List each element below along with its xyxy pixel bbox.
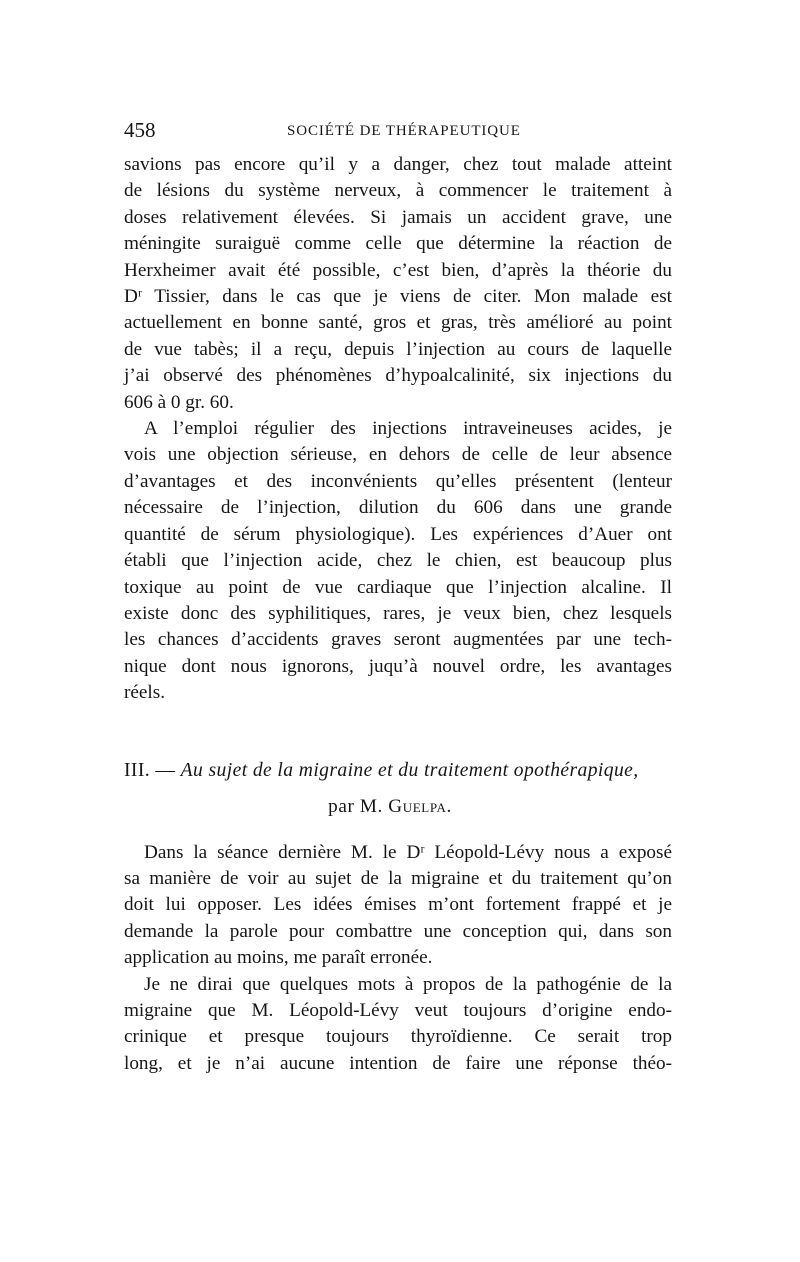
text-line: méningite suraiguë comme celle que détermine la réaction de (124, 233, 672, 255)
text-line: sa manière de voir au sujet de la migraine et du traitement qu’on (124, 867, 672, 889)
text-line: vois une objection sérieuse, en dehors de celle de leur absence (124, 444, 672, 466)
paragraph-4 (124, 972, 672, 1078)
text-line: Herxheimer avait été possible, c’est bien, d’après la théorie du (124, 259, 672, 281)
text-line: quantité de sérum physiologique). Les expériences d’Auer ont (124, 523, 672, 545)
paragraph-3 (124, 840, 672, 972)
paragraph-1 (124, 152, 672, 416)
text-line: nique dont nous ignorons, juqu’à nouvel ordre, les avantages (124, 655, 672, 677)
page-header (124, 118, 680, 146)
text-line: migraine que M. Léopold-Lévy veut toujours d’origine endo- (124, 999, 672, 1021)
text-line: nécessaire de l’injection, dilution du 606 dans une grande (124, 497, 672, 519)
text-line: A l’emploi régulier des injections intraveineuses acides, je (144, 418, 672, 440)
text-line: établi que l’injection acide, chez le chien, est beaucoup plus (124, 550, 672, 572)
text-line: crinique et presque toujours thyroïdienne. Ce serait trop (124, 1026, 672, 1048)
text-line: demande la parole pour combattre une conception qui, dans son (124, 920, 672, 942)
text-line: application au moins, me paraît erronée. (124, 947, 433, 969)
byline-prefix: par M. (328, 795, 389, 817)
text-line: Dʳ Tissier, dans le cas que je viens de citer. Mon malade est (124, 286, 672, 308)
page-number: 458 (124, 118, 156, 142)
text-line: doses relativement élevées. Si jamais un accident grave, une (124, 206, 672, 228)
text-line: j’ai observé des phénomènes d’hypoalcalinité, six injections du (124, 365, 672, 387)
text-line: réels. (124, 682, 166, 704)
section-byline (124, 794, 672, 820)
text-line: Je ne dirai que quelques mots à propos de la pathogénie de la (144, 973, 672, 995)
section-title: Au sujet de la migraine et du traitement opothérapique, (180, 759, 639, 781)
section-heading (124, 758, 672, 784)
section-number: III. — (124, 759, 181, 781)
body-text (124, 152, 672, 1077)
paragraph-2 (124, 416, 672, 706)
text-line: savions pas encore qu’il y a danger, chez tout malade atteint (124, 154, 672, 175)
text-line: 606 à 0 gr. 60. (124, 391, 234, 413)
text-line: actuellement en bonne santé, gros et gras, très amélioré au point (124, 312, 672, 334)
text-line: de vue tabès; il a reçu, depuis l’injection au cours de laquelle (124, 338, 672, 360)
section-spacer (124, 707, 672, 758)
text-line: de lésions du système nerveux, à commencer le traitement à (124, 180, 672, 202)
text-line: Dans la séance dernière M. le Dʳ Léopold-Lévy nous a exposé (144, 841, 672, 863)
byline-author: Guelpa. (388, 795, 452, 817)
text-line: les chances d’accidents graves seront augmentées par une tech- (124, 629, 672, 651)
text-line: d’avantages et des inconvénients qu’elles présentent (lenteur (124, 470, 672, 492)
text-line: existe donc des syphilitiques, rares, je veux bien, chez lesquels (124, 602, 672, 624)
text-line: long, et je n’ai aucune intention de faire une réponse théo- (124, 1052, 672, 1074)
text-line: doit lui opposer. Les idées émises m’ont fortement frappé et je (124, 894, 672, 916)
running-head: SOCIÉTÉ DE THÉRAPEUTIQUE (287, 123, 521, 139)
text-line: toxique au point de vue cardiaque que l’injection alcaline. Il (124, 576, 672, 598)
